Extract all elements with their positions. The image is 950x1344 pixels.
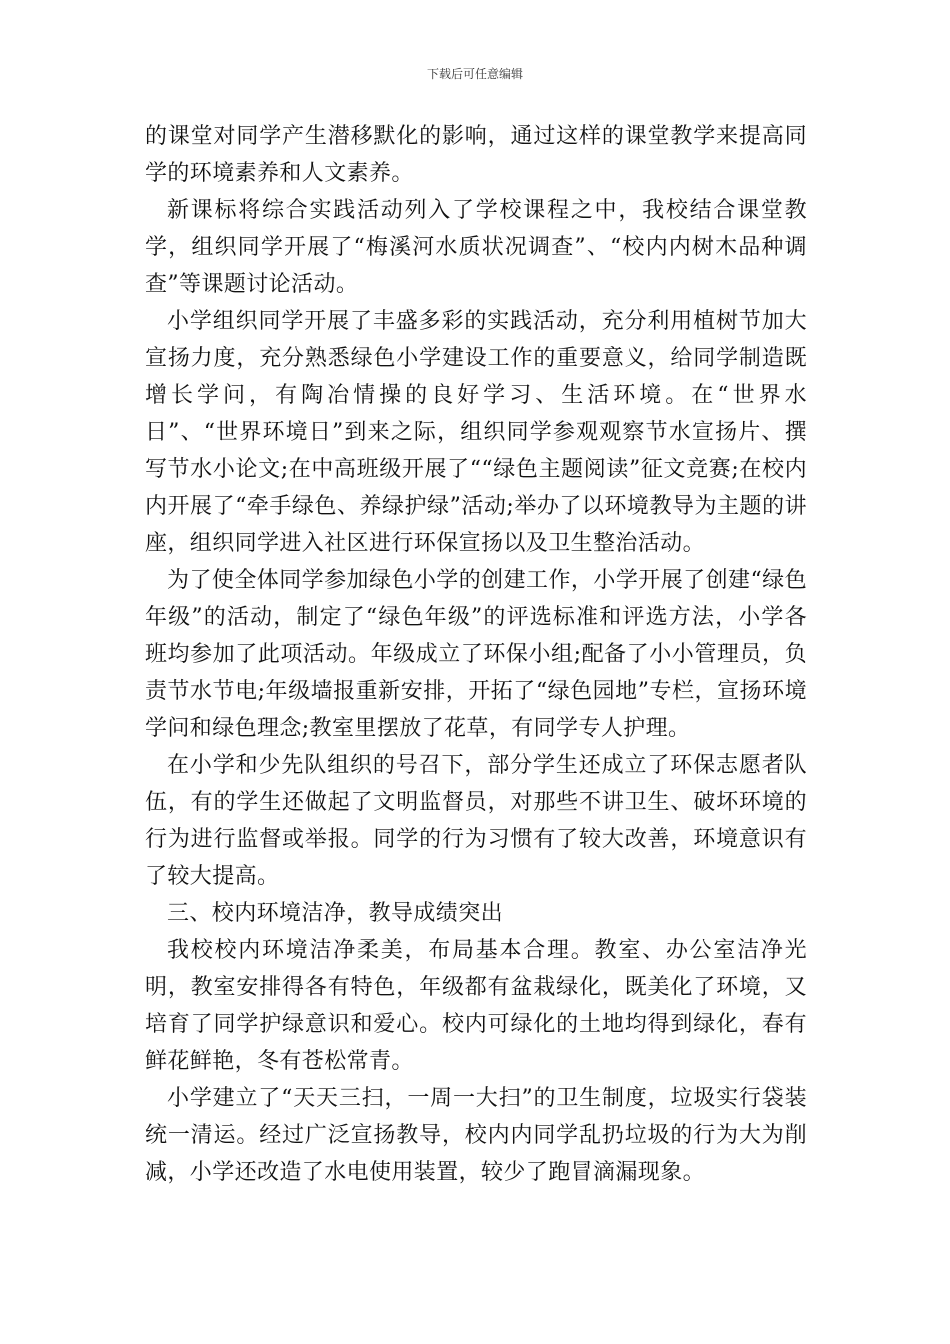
document-body <box>145 118 807 1191</box>
paragraph-6: 我校校内环境洁净柔美，布局基本合理。教室、办公室洁净光明，教室安排得各有特色，年级都有盆栽绿化，既美化了环境，又培育了同学护绿意识和爱心。校内可绿化的土地均得到绿化，春有鲜花鲜艳，冬有苍松常青。 <box>145 938 807 1074</box>
paragraph-4: 为了使全体同学参加绿色小学的创建工作，小学开展了创建“绿色年级”的活动，制定了“绿色年级”的评选标准和评选方法，小学各班均参加了此项活动。年级成立了环保小组;配备了小小管理员，负责节水节电;年级墙报重新安排，开拓了“绿色园地”专栏，宣扬环境学问和绿色理念;教室里摆放了花草，有同学专人护理。 <box>145 568 807 741</box>
section-heading: 三、校内环境洁净，教导成绩突出 <box>167 901 504 926</box>
page-header: 下载后可任意编辑 <box>426 67 523 81</box>
paragraph-1: 的课堂对同学产生潜移默化的影响，通过这样的课堂教学来提高同学的环境素养和人文素养。 <box>145 124 807 186</box>
paragraph-2: 新课标将综合实践活动列入了学校课程之中，我校结合课堂教学，组织同学开展了“梅溪河水质状况调查”、“校内内树木品种调查”等课题讨论活动。 <box>145 198 807 297</box>
paragraph-7: 小学建立了“天天三扫，一周一大扫”的卫生制度，垃圾实行袋装统一清运。经过广泛宣扬教导，校内内同学乱扔垃圾的行为大为削减，小学还改造了水电使用装置，较少了跑冒滴漏现象。 <box>145 1086 807 1185</box>
paragraph-3: 小学组织同学开展了丰盛多彩的实践活动，充分利用植树节加大宣扬力度，充分熟悉绿色小学建设工作的重要意义，给同学制造既增长学问，有陶冶情操的良好学习、生活环境。在“世界水日”、“世界环境日”到来之际，组织同学参观观察节水宣扬片、撰写节水小论文;在中高班级开展了““绿色主题阅读”征文竞赛;在校内内开展了“牵手绿色、养绿护绿”活动;举办了以环境教导为主题的讲座，组织同学进入社区进行环保宣扬以及卫生整治活动。 <box>145 309 807 556</box>
paragraph-5: 在小学和少先队组织的号召下，部分学生还成立了环保志愿者队伍，有的学生还做起了文明监督员，对那些不讲卫生、破坏环境的行为进行监督或举报。同学的行为习惯有了较大改善，环境意识有了较大提高。 <box>145 753 807 889</box>
